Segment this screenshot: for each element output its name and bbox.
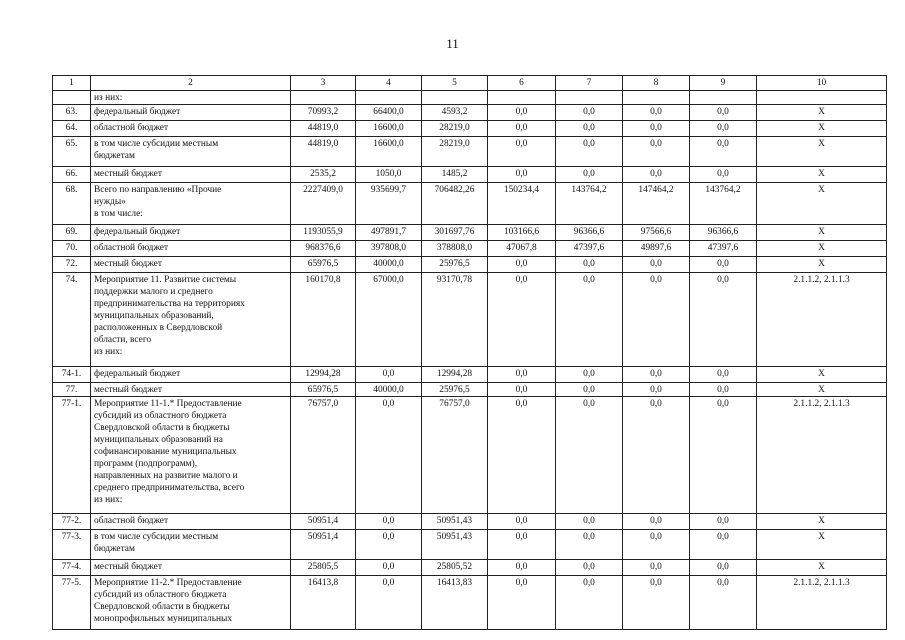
value-cell-col5: 301697,76 xyxy=(422,225,488,241)
value-cell-col6: 47067,8 xyxy=(488,241,556,257)
value-cell-col8: 0,0 xyxy=(623,576,690,630)
value-cell-col5: 25976,5 xyxy=(422,383,488,397)
row-name-cell: федеральный бюджет xyxy=(91,367,291,383)
value-cell-col4: 497891,7 xyxy=(356,225,422,241)
row-name-cell: в том числе субсидии местным бюджетам xyxy=(91,530,291,560)
table-row xyxy=(53,183,887,225)
value-cell-col9: 143764,2 xyxy=(690,183,757,225)
value-cell-col9: 0,0 xyxy=(690,105,757,121)
value-cell-col4: 40000,0 xyxy=(356,257,422,273)
header-row xyxy=(53,76,887,91)
value-cell-col3: 160170,8 xyxy=(291,273,356,367)
row-name-cell: местный бюджет xyxy=(91,560,291,576)
budget-table xyxy=(52,75,887,630)
target-ref-cell: Х xyxy=(757,183,887,225)
value-cell-col6: 0,0 xyxy=(488,530,556,560)
value-cell-col6: 0,0 xyxy=(488,514,556,530)
target-ref-cell: Х xyxy=(757,121,887,137)
target-ref-cell: Х xyxy=(757,167,887,183)
value-cell-col7: 0,0 xyxy=(556,397,623,514)
value-cell-col9: 0,0 xyxy=(690,397,757,514)
table-row xyxy=(53,257,887,273)
table-row xyxy=(53,576,887,630)
table-row xyxy=(53,514,887,530)
value-cell-col8: 0,0 xyxy=(623,257,690,273)
value-cell-col3: 50951,4 xyxy=(291,514,356,530)
value-cell-col8: 0,0 xyxy=(623,121,690,137)
value-cell-col5: 50951,43 xyxy=(422,514,488,530)
table-row xyxy=(53,225,887,241)
target-ref-cell: 2.1.1.2, 2.1.1.3 xyxy=(757,273,887,367)
value-cell-col7: 0,0 xyxy=(556,121,623,137)
value-cell-col3: 1193055,9 xyxy=(291,225,356,241)
value-cell-col6: 0,0 xyxy=(488,576,556,630)
target-ref-cell: 2.1.1.2, 2.1.1.3 xyxy=(757,576,887,630)
row-number-cell: 77. xyxy=(53,383,91,397)
target-ref-cell: Х xyxy=(757,514,887,530)
value-cell-col7: 0,0 xyxy=(556,383,623,397)
value-cell-col4: 0,0 xyxy=(356,560,422,576)
value-cell-col5: 25976,5 xyxy=(422,257,488,273)
row-number-cell: 66. xyxy=(53,167,91,183)
table-row xyxy=(53,167,887,183)
value-cell-col9: 47397,6 xyxy=(690,241,757,257)
value-cell-col6: 0,0 xyxy=(488,121,556,137)
value-cell-col7: 0,0 xyxy=(556,367,623,383)
value-cell-col4: 0,0 xyxy=(356,530,422,560)
header-cell: 7 xyxy=(556,76,623,91)
value-cell-col4: 935699,7 xyxy=(356,183,422,225)
table-row xyxy=(53,91,887,105)
table-row xyxy=(53,273,887,367)
value-cell-col7: 143764,2 xyxy=(556,183,623,225)
value-cell-col7: 0,0 xyxy=(556,137,623,167)
row-name-cell: местный бюджет xyxy=(91,257,291,273)
value-cell-col8: 0,0 xyxy=(623,397,690,514)
value-cell-col4: 40000,0 xyxy=(356,383,422,397)
value-cell-col8: 0,0 xyxy=(623,167,690,183)
table-row xyxy=(53,105,887,121)
target-ref-cell: Х xyxy=(757,383,887,397)
target-ref-cell: 2.1.1.2, 2.1.1.3 xyxy=(757,397,887,514)
header-cell: 1 xyxy=(53,76,91,91)
value-cell-col8: 0,0 xyxy=(623,137,690,167)
table-row xyxy=(53,121,887,137)
value-cell-col6: 0,0 xyxy=(488,105,556,121)
value-cell-col3: 12994,28 xyxy=(291,367,356,383)
row-name-cell: Мероприятие 11-1.* Предоставление субсидий из областного бюджета Свердловской области в бюджеты муниципальных образований на софинансирование муниципальных программ (подпрограмм), направленных на развитие малого и среднего предпринимательства, всего из них: xyxy=(91,397,291,514)
value-cell-col5: 378808,0 xyxy=(422,241,488,257)
row-number-cell: 77-2. xyxy=(53,514,91,530)
value-cell-col9: 0,0 xyxy=(690,514,757,530)
value-cell-col4: 16600,0 xyxy=(356,137,422,167)
target-ref-cell: Х xyxy=(757,105,887,121)
row-name-cell: областной бюджет xyxy=(91,121,291,137)
value-cell-col9: 0,0 xyxy=(690,137,757,167)
value-cell-col3: 76757,0 xyxy=(291,397,356,514)
table-row xyxy=(53,367,887,383)
value-cell-col7: 0,0 xyxy=(556,257,623,273)
value-cell-col6: 0,0 xyxy=(488,137,556,167)
value-cell-col5: 16413,83 xyxy=(422,576,488,630)
row-number-cell: 77-5. xyxy=(53,576,91,630)
value-cell-col3: 2535,2 xyxy=(291,167,356,183)
row-name-cell: Всего по направлению «Прочие нужды» в том числе: xyxy=(91,183,291,225)
row-number-cell: 77-4. xyxy=(53,560,91,576)
value-cell-col4: 0,0 xyxy=(356,514,422,530)
value-cell-col6: 0,0 xyxy=(488,397,556,514)
row-name-cell: Мероприятие 11. Развитие системы поддержки малого и среднего предпринимательства на территориях муниципальных образований, расположенных в Свердловской области, всего из них: xyxy=(91,273,291,367)
value-cell-col9: 0,0 xyxy=(690,576,757,630)
row-name-cell: из них: xyxy=(91,91,291,105)
value-cell-col7: 47397,6 xyxy=(556,241,623,257)
page-number: 11 xyxy=(446,36,459,51)
value-cell-col6: 0,0 xyxy=(488,167,556,183)
value-cell-col7: 0,0 xyxy=(556,105,623,121)
header-cell: 6 xyxy=(488,76,556,91)
row-name-cell: областной бюджет xyxy=(91,241,291,257)
value-cell-col5: 28219,0 xyxy=(422,121,488,137)
target-ref-cell: Х xyxy=(757,225,887,241)
value-cell-col6: 0,0 xyxy=(488,383,556,397)
row-name-cell: Мероприятие 11-2.* Предоставление субсидий из областного бюджета Свердловской области в бюджеты монопрофильных муниципальных xyxy=(91,576,291,630)
value-cell-col5: 4593,2 xyxy=(422,105,488,121)
target-ref-cell: Х xyxy=(757,257,887,273)
value-cell-col6: 0,0 xyxy=(488,273,556,367)
row-number-cell: 72. xyxy=(53,257,91,273)
value-cell-col9: 0,0 xyxy=(690,273,757,367)
value-cell-col8: 0,0 xyxy=(623,514,690,530)
row-name-cell: местный бюджет xyxy=(91,383,291,397)
value-cell-col3: 50951,4 xyxy=(291,530,356,560)
table-row xyxy=(53,560,887,576)
value-cell-col4: 1050,0 xyxy=(356,167,422,183)
value-cell-col3: 25805,5 xyxy=(291,560,356,576)
value-cell-col7: 0,0 xyxy=(556,167,623,183)
value-cell-col6 xyxy=(488,91,556,105)
table-row xyxy=(53,397,887,514)
value-cell-col5: 706482,26 xyxy=(422,183,488,225)
table-row xyxy=(53,137,887,167)
row-number-cell: 74. xyxy=(53,273,91,367)
value-cell-col5: 1485,2 xyxy=(422,167,488,183)
row-number-cell: 77-3. xyxy=(53,530,91,560)
header-cell: 3 xyxy=(291,76,356,91)
row-name-cell: местный бюджет xyxy=(91,167,291,183)
value-cell-col3: 44819,0 xyxy=(291,121,356,137)
row-number-cell: 70. xyxy=(53,241,91,257)
target-ref-cell: Х xyxy=(757,530,887,560)
value-cell-col5: 12994,28 xyxy=(422,367,488,383)
value-cell-col3: 65976,5 xyxy=(291,257,356,273)
value-cell-col8: 49897,6 xyxy=(623,241,690,257)
value-cell-col6: 150234,4 xyxy=(488,183,556,225)
value-cell-col9: 0,0 xyxy=(690,383,757,397)
header-cell: 9 xyxy=(690,76,757,91)
row-name-cell: федеральный бюджет xyxy=(91,225,291,241)
value-cell-col6: 0,0 xyxy=(488,367,556,383)
row-number-cell: 63. xyxy=(53,105,91,121)
value-cell-col9: 96366,6 xyxy=(690,225,757,241)
value-cell-col9: 0,0 xyxy=(690,530,757,560)
value-cell-col7: 0,0 xyxy=(556,514,623,530)
value-cell-col4: 0,0 xyxy=(356,397,422,514)
value-cell-col4: 0,0 xyxy=(356,367,422,383)
row-name-cell: областной бюджет xyxy=(91,514,291,530)
row-number-cell: 64. xyxy=(53,121,91,137)
value-cell-col5: 28219,0 xyxy=(422,137,488,167)
header-cell: 10 xyxy=(757,76,887,91)
value-cell-col3: 44819,0 xyxy=(291,137,356,167)
value-cell-col3: 65976,5 xyxy=(291,383,356,397)
value-cell-col6: 0,0 xyxy=(488,257,556,273)
header-cell: 8 xyxy=(623,76,690,91)
value-cell-col7: 0,0 xyxy=(556,576,623,630)
value-cell-col5: 76757,0 xyxy=(422,397,488,514)
value-cell-col5: 50951,43 xyxy=(422,530,488,560)
target-ref-cell xyxy=(757,91,887,105)
value-cell-col8: 0,0 xyxy=(623,105,690,121)
value-cell-col7: 96366,6 xyxy=(556,225,623,241)
value-cell-col5: 25805,52 xyxy=(422,560,488,576)
header-cell: 4 xyxy=(356,76,422,91)
row-number-cell: 74-1. xyxy=(53,367,91,383)
value-cell-col3: 16413,8 xyxy=(291,576,356,630)
table-row xyxy=(53,241,887,257)
value-cell-col8: 0,0 xyxy=(623,383,690,397)
value-cell-col4: 16600,0 xyxy=(356,121,422,137)
value-cell-col7: 0,0 xyxy=(556,530,623,560)
row-number-cell: 77-1. xyxy=(53,397,91,514)
value-cell-col7: 0,0 xyxy=(556,560,623,576)
value-cell-col9 xyxy=(690,91,757,105)
value-cell-col4: 67000,0 xyxy=(356,273,422,367)
value-cell-col8: 0,0 xyxy=(623,530,690,560)
row-number-cell: 69. xyxy=(53,225,91,241)
value-cell-col8: 0,0 xyxy=(623,273,690,367)
value-cell-col9: 0,0 xyxy=(690,167,757,183)
target-ref-cell: Х xyxy=(757,560,887,576)
value-cell-col9: 0,0 xyxy=(690,367,757,383)
value-cell-col9: 0,0 xyxy=(690,560,757,576)
row-number-cell: 68. xyxy=(53,183,91,225)
row-number-cell xyxy=(53,91,91,105)
target-ref-cell: Х xyxy=(757,367,887,383)
row-name-cell: федеральный бюджет xyxy=(91,105,291,121)
value-cell-col9: 0,0 xyxy=(690,121,757,137)
header-cell: 5 xyxy=(422,76,488,91)
value-cell-col4: 397808,0 xyxy=(356,241,422,257)
value-cell-col6: 0,0 xyxy=(488,560,556,576)
value-cell-col4: 0,0 xyxy=(356,576,422,630)
value-cell-col9: 0,0 xyxy=(690,257,757,273)
value-cell-col5: 93170,78 xyxy=(422,273,488,367)
value-cell-col8: 0,0 xyxy=(623,560,690,576)
value-cell-col4 xyxy=(356,91,422,105)
table-row xyxy=(53,530,887,560)
table-row xyxy=(53,383,887,397)
value-cell-col8: 97566,6 xyxy=(623,225,690,241)
value-cell-col8 xyxy=(623,91,690,105)
value-cell-col4: 66400,0 xyxy=(356,105,422,121)
value-cell-col7 xyxy=(556,91,623,105)
row-name-cell: в том числе субсидии местным бюджетам xyxy=(91,137,291,167)
value-cell-col7: 0,0 xyxy=(556,273,623,367)
target-ref-cell: Х xyxy=(757,241,887,257)
row-number-cell: 65. xyxy=(53,137,91,167)
value-cell-col8: 0,0 xyxy=(623,367,690,383)
value-cell-col8: 147464,2 xyxy=(623,183,690,225)
target-ref-cell: Х xyxy=(757,137,887,167)
value-cell-col5 xyxy=(422,91,488,105)
value-cell-col3: 2227409,0 xyxy=(291,183,356,225)
value-cell-col6: 103166,6 xyxy=(488,225,556,241)
header-cell: 2 xyxy=(91,76,291,91)
value-cell-col3: 70993,2 xyxy=(291,105,356,121)
value-cell-col3 xyxy=(291,91,356,105)
value-cell-col3: 968376,6 xyxy=(291,241,356,257)
